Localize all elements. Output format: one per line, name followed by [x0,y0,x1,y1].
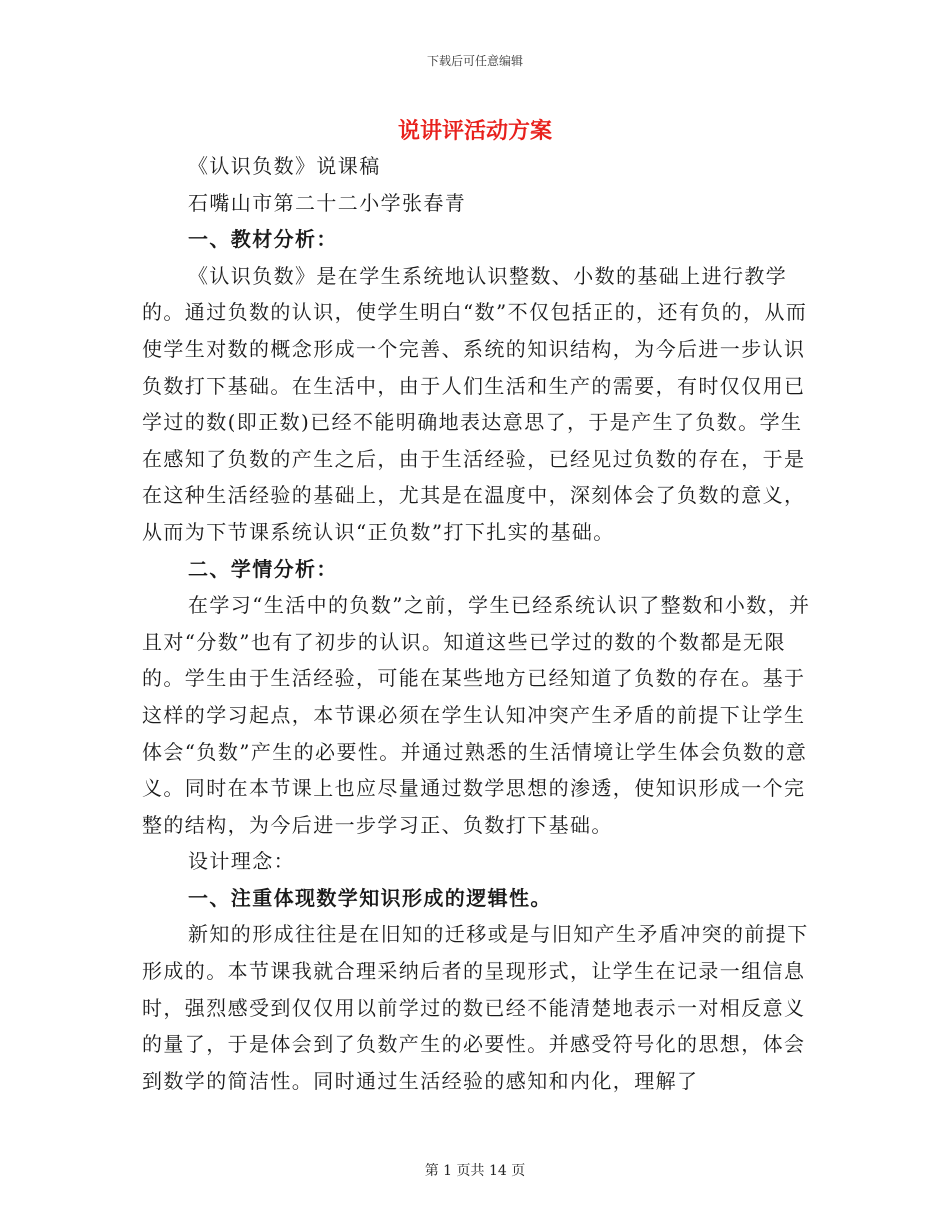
section-paragraph-textbook-analysis: 《认识负数》是在学生系统地认识整数、小数的基础上进行教学的。通过负数的认识，使学生明白“数”不仅包括正的，还有负的，从而使学生对数的概念形成一个完善、系统的知识结构，为今后进一步认识负数打下基础。在生活中，由于人们生活和生产的需要，有时仅仅用已学过的数(即正数)已经不能明确地表达意思了，于是产生了负数。学生在感知了负数的产生之后，由于生活经验，已经见过负数的存在，于是在这种生活经验的基础上，尤其是在温度中，深刻体会了负数的意义，从而为下节课系统认识“正负数”打下扎实的基础。 [142,263,808,544]
design-paragraph: 新知的形成往往是在旧知的迁移或是与旧知产生矛盾冲突的前提下形成的。本节课我就合理采纳后者的呈现形式，让学生在记录一组信息时，强烈感受到仅仅用以前学过的数已经不能清楚地表示一对相反意义的量了，于是体会到了负数产生的必要性。并感受符号化的思想，体会到数学的简洁性。同时通过生活经验的感知和内化，理解了 [142,922,809,1093]
section-paragraph-student-analysis: 在学习“生活中的负数”之前，学生已经系统认识了整数和小数，并且对“分数”也有了初步的认识。知道这些已学过的数的个数都是无限的。学生由于生活经验，可能在某些地方已经知道了负数的存在。基于这样的学习起点，本节课必须在学生认知冲突产生矛盾的前提下让学生体会“负数”产生的必要性。并通过熟悉的生活情境让学生体会负数的意义。同时在本节课上也应尽量通过数学思想的渗透，使知识形成一个完整的结构，为今后进一步学习正、负数打下基础。 [142,593,811,837]
design-heading: 一、注重体现数学知识形成的逻辑性。 [188,885,552,910]
section-heading-student-analysis: 二、学情分析： [188,556,338,581]
section-heading-textbook-analysis: 一、教材分析： [188,227,338,252]
page-number: 第 1 页共 14 页 [424,1163,526,1179]
author-line: 石嘴山市第二十二小学张春青 [188,190,467,215]
design-concept-label: 设计理念： [188,849,295,874]
header-note: 下载后可任意编辑 [426,54,523,68]
document-subtitle: 《认识负数》说课稿 [188,154,381,178]
document-title: 说讲评活动方案 [397,118,552,144]
document-body [142,148,822,1099]
